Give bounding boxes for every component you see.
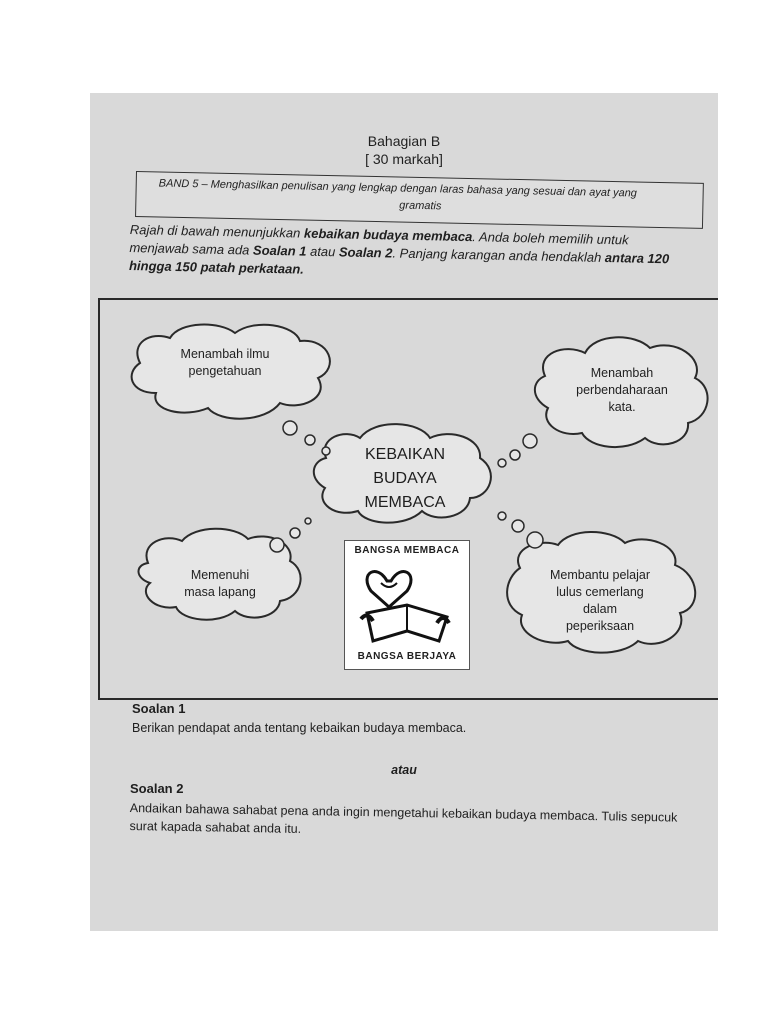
- question2-text: Andaikan bahawa sahabat pena anda ingin mengetahui kebaikan budaya membaca. Tulis sepucuk surat kapada sahabat anda itu.: [129, 800, 678, 836]
- cloud-text-line: Menambah: [590, 366, 654, 380]
- section-title: Bahagian B: [367, 133, 441, 149]
- instruction-bold: Soalan 1: [252, 242, 307, 259]
- cloud-text-line: lulus cemerlang: [556, 585, 644, 599]
- thought-bubble: [283, 421, 297, 435]
- cloud-text-line: MEMBACA: [364, 494, 446, 511]
- cloud-text-line: Memenuhi: [190, 568, 250, 582]
- cloud-text-line: BUDAYA: [373, 470, 437, 487]
- cloud-text-line: Membantu pelajar: [549, 568, 651, 582]
- book-heart-icon: [357, 561, 457, 647]
- exam-page-photo: [90, 93, 718, 931]
- thought-bubble: [523, 434, 537, 448]
- thought-bubble: [498, 459, 506, 467]
- thought-bubble: [290, 528, 300, 538]
- thought-bubble: [510, 450, 520, 460]
- cloud-top-right-text: [552, 365, 692, 416]
- cloud-text-line: Menambah ilmu: [180, 347, 270, 361]
- thought-bubble: [305, 435, 315, 445]
- thought-bubble: [498, 512, 506, 520]
- band-descriptor-line2: gramatis: [399, 199, 442, 213]
- thought-bubble: [527, 532, 543, 548]
- question1-text: Berikan pendapat anda tentang kebaikan budaya membaca.: [132, 721, 467, 735]
- thought-bubble: [512, 520, 524, 532]
- thought-bubble: [322, 447, 330, 455]
- instruction-bold: antara 120 hingga 150 patah perkataan.: [128, 249, 670, 277]
- cloud-text-line: pengetahuan: [188, 364, 262, 378]
- thought-bubble: [270, 538, 284, 552]
- cloud-top-left-text: [155, 346, 295, 380]
- marks-label: [ 30 markah]: [365, 151, 443, 167]
- cloud-text-line: perbendaharaan: [576, 383, 668, 397]
- cloud-center-text: [335, 443, 475, 515]
- cloud-text-line: peperiksaan: [565, 619, 635, 633]
- band-descriptor-line1: BAND 5 – Menghasilkan penulisan yang lengkap dengan laras bahasa yang sesuai dan ayat yang: [158, 177, 637, 200]
- poster-top-label: BANGSA MEMBACA: [354, 545, 460, 556]
- poster-bottom-label: BANGSA BERJAYA: [357, 651, 457, 662]
- instruction-bold: kebaikan budaya membaca: [303, 225, 473, 245]
- cloud-text-line: dalam: [582, 602, 618, 616]
- question1-title: Soalan 1: [132, 701, 186, 716]
- thought-bubble: [305, 518, 311, 524]
- cloud-text-line: masa lapang: [184, 585, 256, 599]
- reading-poster-image: [344, 540, 470, 670]
- instruction-bold: Soalan 2: [338, 244, 393, 261]
- cloud-bottom-right-text: [535, 567, 665, 635]
- instruction-text: . Panjang karangan anda hendaklah: [392, 245, 606, 265]
- instruction-text: atau: [306, 243, 340, 260]
- instruction-text: . Anda boleh memilih untuk menjawab sama ada: [129, 229, 629, 258]
- or-label: atau: [391, 763, 417, 777]
- instruction-text: Rajah di bawah menunjukkan: [129, 221, 305, 241]
- cloud-bottom-left-text: [160, 567, 280, 601]
- cloud-text-line: kata.: [608, 400, 636, 414]
- cloud-text-line: KEBAIKAN: [364, 446, 446, 463]
- question2-title: Soalan 2: [130, 781, 184, 796]
